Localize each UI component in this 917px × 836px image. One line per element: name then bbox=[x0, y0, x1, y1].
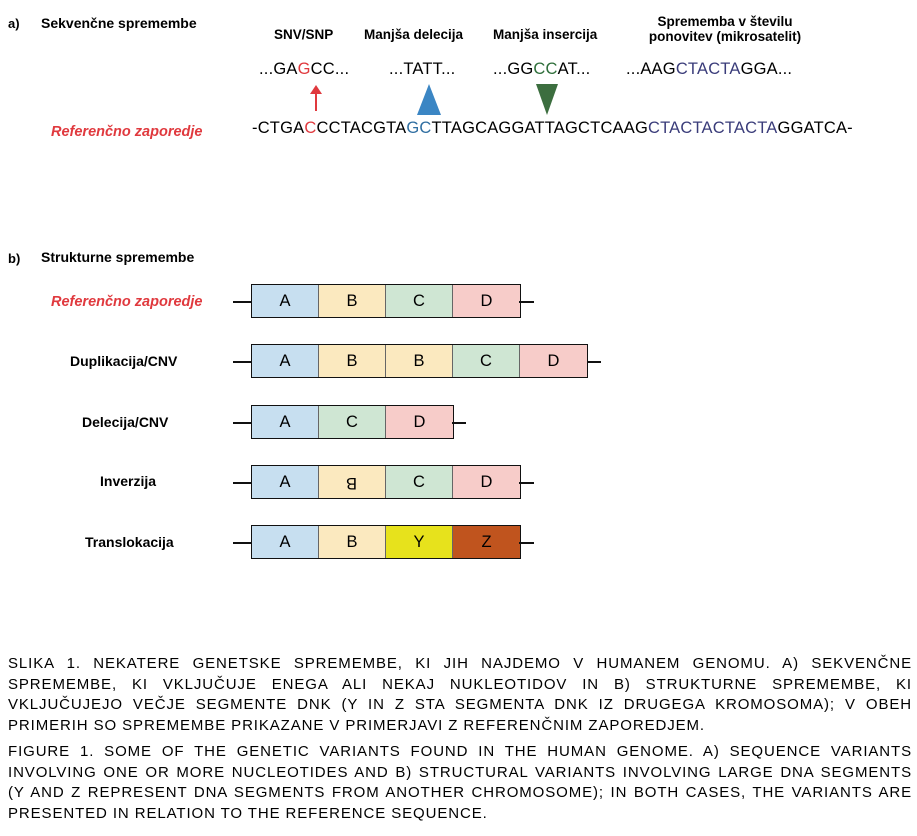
segment-label: D bbox=[413, 412, 426, 431]
caption-slovenian: SLIKA 1. NEKATERE GENETSKE SPREMEMBE, KI JIH NAJDEMO V HUMANEM GENOMU. A) SEKVENČNE SPREMEMBE, KI VKLJUČUJE ENEGA ALI NEKAJ NUKLEOTIDOV IN B) STRUKTURNE SPREMEMBE, KI VKLJUČUJEJO VEČJE SEGMENTE DNK (Y IN Z STA SEGMENTA DNK IZ DRUGEGA KROMOSOMA); V OBEH PRIMERIH SO SPREMEMBE PRIKAZANE V PRIMERJAVI Z REFERENČNIM ZAPOREDJEM. bbox=[8, 655, 912, 734]
segment-label: Z bbox=[481, 532, 492, 551]
segment-label: D bbox=[480, 291, 493, 310]
sequence-fragment: ...TATT... bbox=[389, 60, 456, 78]
insertion-label: Manjša insercija bbox=[493, 27, 598, 42]
reference-sequence bbox=[252, 119, 853, 138]
part-a-letter: a) bbox=[8, 16, 20, 31]
part-b-title: Strukturne spremembe bbox=[41, 249, 195, 265]
translocation-bar bbox=[251, 525, 521, 559]
segment-label: C bbox=[480, 351, 492, 370]
deletion-label: Manjša delecija bbox=[364, 27, 464, 42]
caption-english: FIGURE 1. SOME OF THE GENETIC VARIANTS FOUND IN THE HUMAN GENOME. A) SEQUENCE VARIANTS INVOLVING ONE OR MORE NUCLEOTIDES AND B) STRUCTURAL VARIANTS INVOLVING LARGE DNA SEGMENTS (Y AND Z REPRESENT DNA SEGMENTS FROM ANOTHER CHROMOSOME); IN BOTH CASES, THE VARIANTS ARE PRESENTED IN RELATION TO THE REFERENCE SEQUENCE. bbox=[8, 743, 912, 822]
sequence-fragment: GC bbox=[406, 119, 432, 137]
segment-label: A bbox=[279, 472, 291, 491]
segment-label: B bbox=[346, 351, 358, 370]
sequence-fragment: CC... bbox=[310, 60, 350, 78]
segment-label: C bbox=[346, 412, 358, 431]
sequence-fragment: GGATCA- bbox=[777, 119, 853, 137]
segment-z bbox=[453, 526, 520, 558]
segment-d bbox=[453, 466, 520, 498]
segment-label: A bbox=[279, 412, 291, 431]
inversion-label: Inverzija bbox=[100, 473, 157, 489]
segment-c bbox=[386, 466, 453, 498]
sequence-fragment: G bbox=[297, 60, 311, 78]
reference-label-b: Referenčno zaporedje bbox=[51, 294, 203, 310]
segment-label: B bbox=[346, 532, 358, 551]
translocation-label: Translokacija bbox=[85, 534, 174, 550]
segment-b bbox=[319, 466, 386, 498]
sequence-fragment: TTAGCAGGATTAGCTCAAG bbox=[431, 119, 649, 137]
part-b-letter: b) bbox=[8, 251, 21, 266]
segment-label: B bbox=[346, 291, 358, 310]
segment-y bbox=[386, 526, 453, 558]
reference-label-a: Referenčno zaporedje bbox=[51, 124, 203, 140]
segment-b bbox=[319, 285, 386, 317]
segment-label: C bbox=[413, 472, 425, 491]
segment-c bbox=[453, 345, 520, 377]
reference-bar bbox=[251, 284, 521, 318]
segment-label: B bbox=[346, 473, 358, 492]
sequence-fragment: CTACTACTACTA bbox=[648, 119, 778, 137]
inversion-bar bbox=[251, 465, 521, 499]
sequence-fragment: ...AAG bbox=[626, 60, 676, 78]
chromosome-line-left bbox=[233, 301, 251, 303]
chromosome-line-right bbox=[452, 422, 466, 424]
segment-label: A bbox=[279, 291, 291, 310]
segment-d bbox=[453, 285, 520, 317]
sequence-fragment: -CTGA bbox=[252, 119, 305, 137]
segment-label: Y bbox=[413, 532, 425, 551]
sequence-fragment: AT... bbox=[557, 60, 591, 78]
segment-a bbox=[252, 345, 319, 377]
duplication-bar bbox=[251, 344, 588, 378]
sequence-fragment: GGA... bbox=[740, 60, 793, 78]
part-a-title: Sekvenčne spremembe bbox=[41, 15, 197, 31]
variant-markers bbox=[0, 0, 917, 130]
segment-b bbox=[386, 345, 453, 377]
sequence-fragment: CTACTA bbox=[675, 60, 741, 78]
segment-a bbox=[252, 466, 319, 498]
microsatellite-label-line1: Sprememba v številu bbox=[657, 14, 793, 29]
sequence-fragment: CC bbox=[533, 60, 558, 78]
segment-label: A bbox=[279, 532, 291, 551]
segment-b bbox=[319, 345, 386, 377]
segment-a bbox=[252, 526, 319, 558]
sequence-fragment: ...GG bbox=[493, 60, 534, 78]
segment-label: B bbox=[413, 351, 425, 370]
sequence-fragment: C bbox=[304, 119, 317, 137]
duplication-label: Duplikacija/CNV bbox=[70, 353, 178, 369]
segment-label: A bbox=[279, 351, 291, 370]
chromosome-line-right bbox=[519, 542, 534, 544]
snp-arrow-icon bbox=[310, 85, 322, 111]
chromosome-line-right bbox=[519, 482, 534, 484]
chromosome-line-left bbox=[233, 422, 251, 424]
chromosome-line-left bbox=[233, 361, 251, 363]
segment-label: D bbox=[547, 351, 560, 370]
deletion-row-label: Delecija/CNV bbox=[82, 414, 169, 430]
segment-a bbox=[252, 406, 319, 438]
insertion-triangle-icon bbox=[536, 84, 558, 115]
segment-d bbox=[520, 345, 587, 377]
microsatellite-label-line2: ponovitev (mikrosatelit) bbox=[648, 29, 802, 44]
segment-b bbox=[319, 526, 386, 558]
segment-c bbox=[386, 285, 453, 317]
segment-label: D bbox=[480, 472, 493, 491]
chromosome-line-left bbox=[233, 542, 251, 544]
chromosome-line-right bbox=[519, 301, 534, 303]
segment-a bbox=[252, 285, 319, 317]
sequence-fragment: ...GA bbox=[259, 60, 298, 78]
segment-label: C bbox=[413, 291, 425, 310]
segment-c bbox=[319, 406, 386, 438]
segment-d bbox=[386, 406, 453, 438]
deletion-triangle-icon bbox=[417, 84, 441, 115]
chromosome-line-left bbox=[233, 482, 251, 484]
snv-label: SNV/SNP bbox=[274, 27, 334, 42]
sequence-fragment: CCTACGTA bbox=[316, 119, 407, 137]
chromosome-line-right bbox=[587, 361, 601, 363]
deletion-bar bbox=[251, 405, 454, 439]
